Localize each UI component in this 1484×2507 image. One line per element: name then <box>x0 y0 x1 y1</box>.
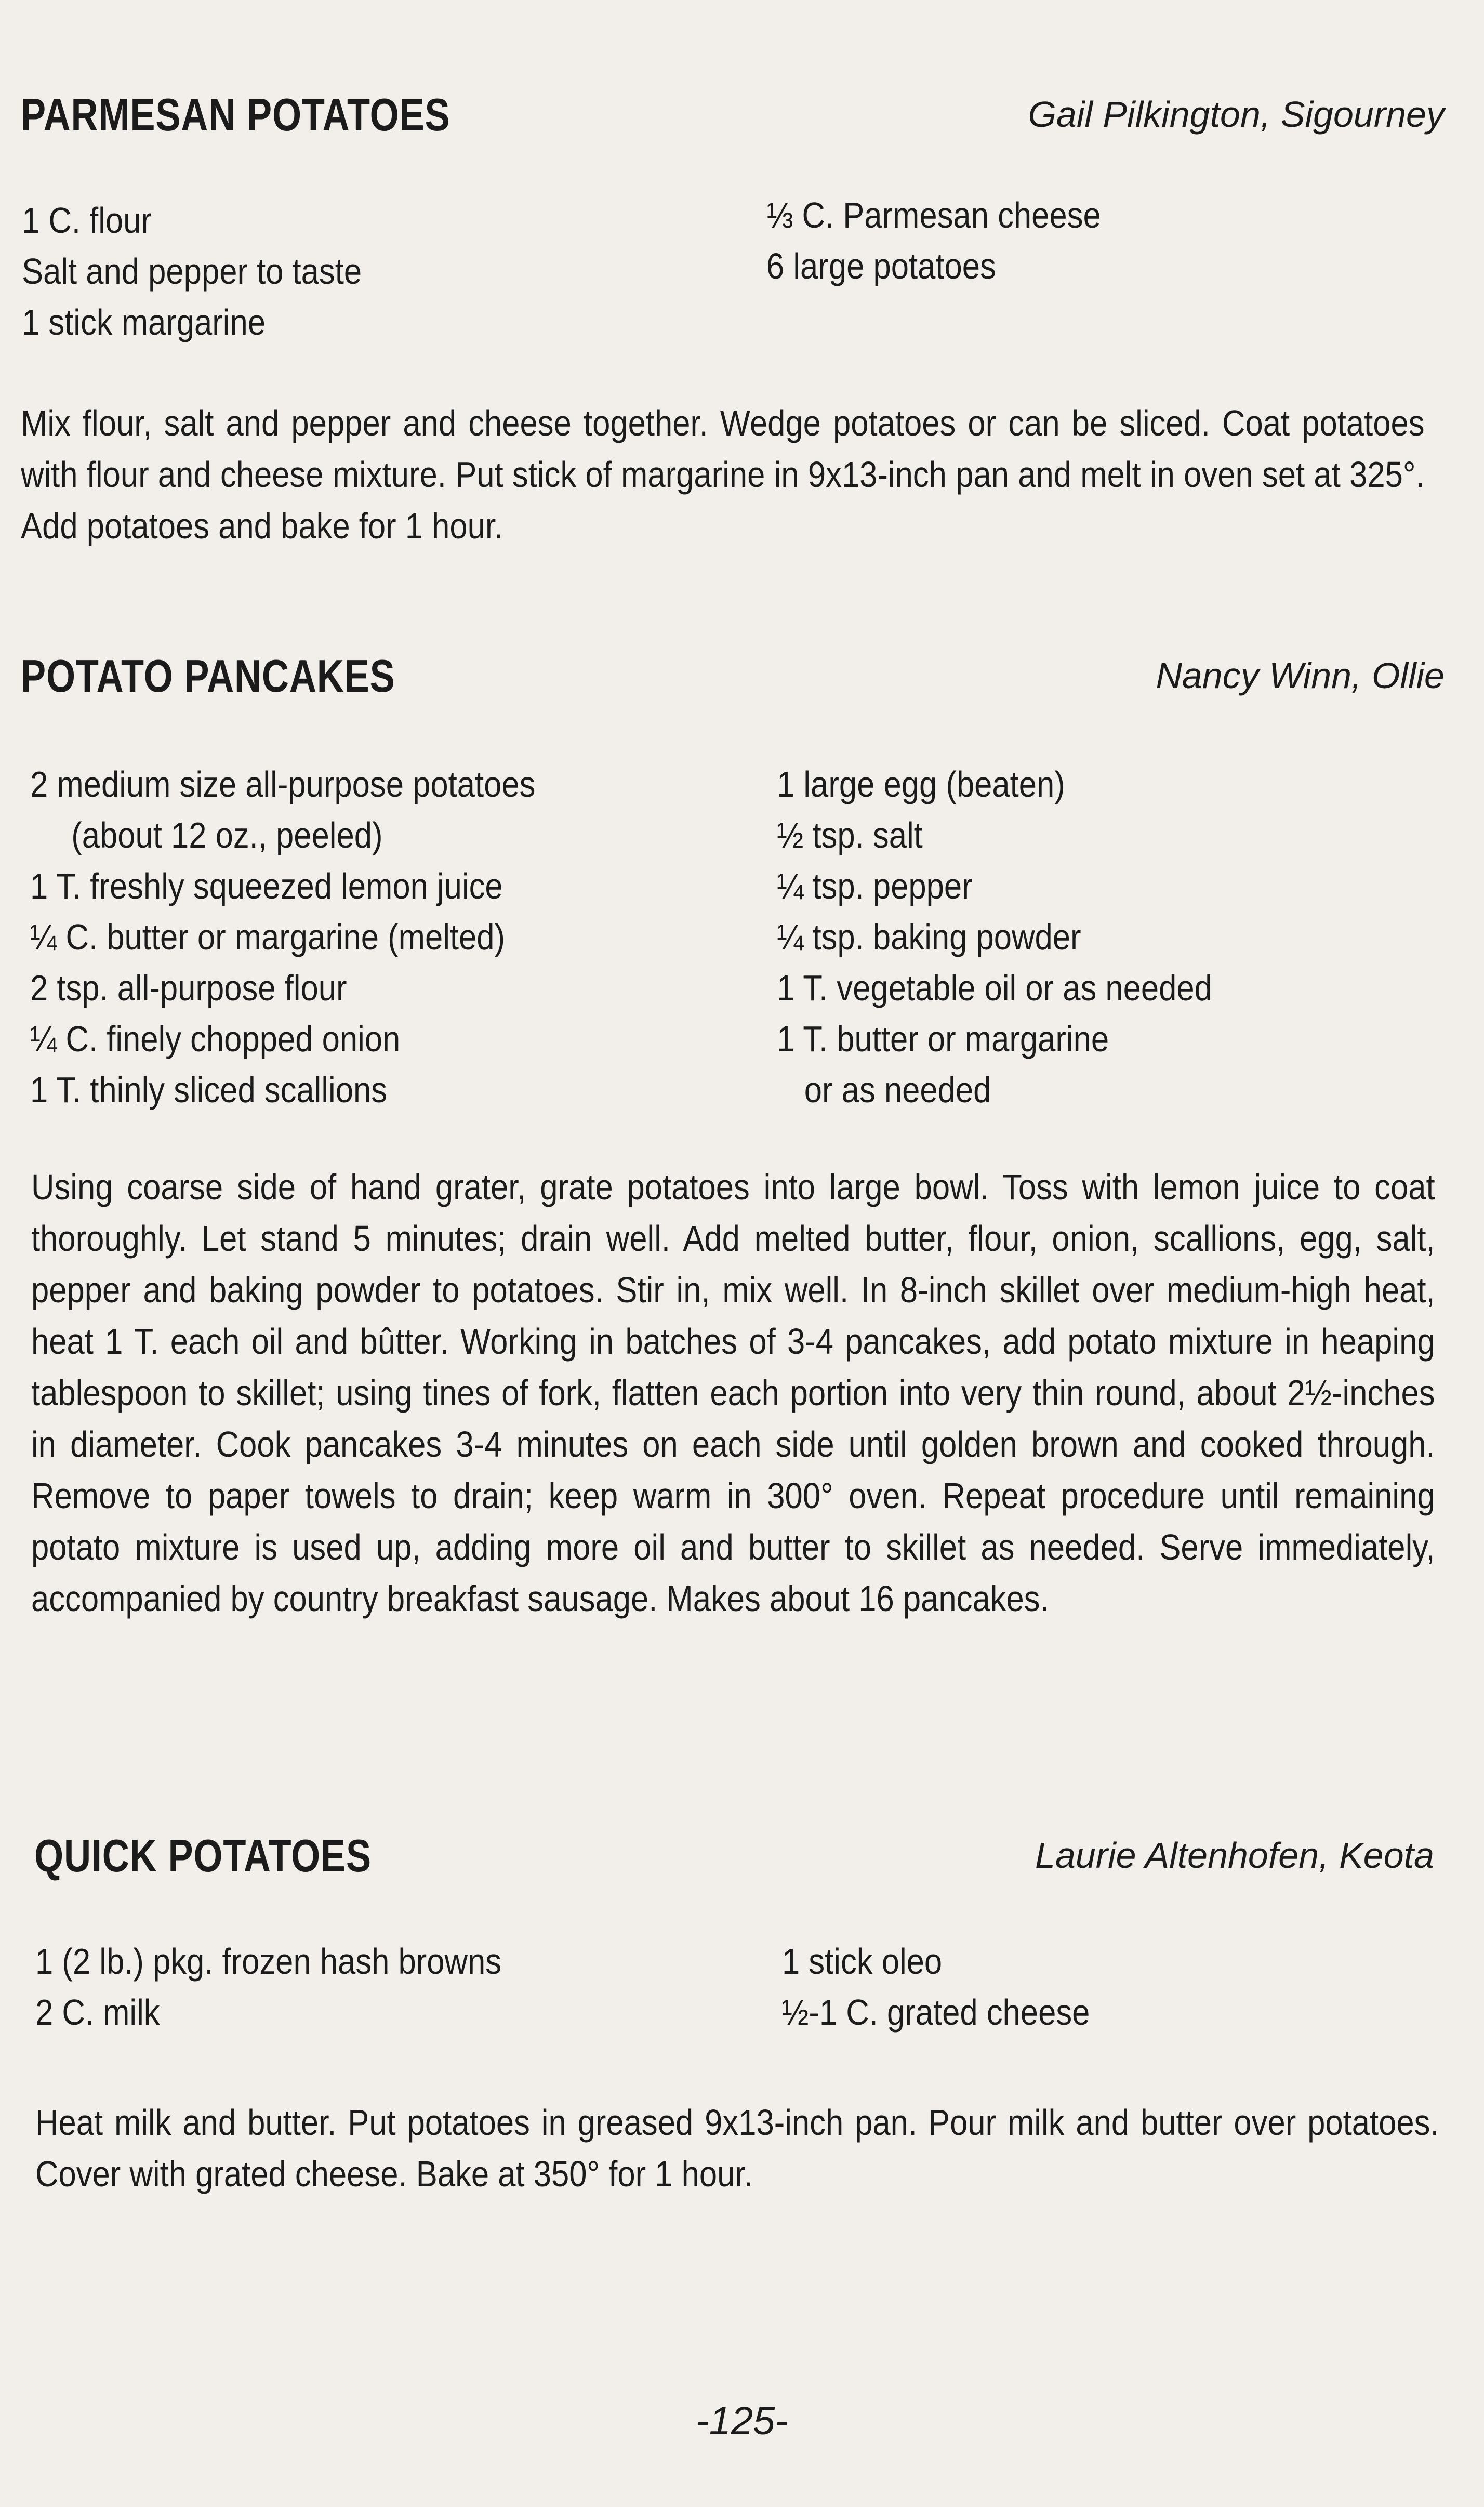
ingredient: 1 stick oleo <box>782 1941 943 1982</box>
recipe-quick-potatoes <box>21 1829 1439 2219</box>
recipe-author: Nancy Winn, Ollie <box>1156 655 1445 696</box>
recipe-directions: Heat milk and butter. Put potatoes in greased 9x13-inch pan. Pour milk and butter over potatoes. Cover with grated cheese. Bake at 350° for 1 hour. <box>35 2102 1439 2194</box>
ingredient: 2 medium size all-purpose potatoes <box>30 764 536 804</box>
ingredients-right <box>766 190 1101 292</box>
ingredient: ½ tsp. salt <box>777 815 923 855</box>
ingredient: 6 large potatoes <box>766 246 996 286</box>
ingredient: ¼ C. finely chopped onion <box>30 1019 401 1059</box>
ingredient: 1 large egg (beaten) <box>777 764 1065 804</box>
ingredient: Salt and pepper to taste <box>22 251 362 292</box>
ingredient: or as needed <box>804 1070 991 1110</box>
ingredients-left <box>30 759 535 1115</box>
recipe-title: PARMESAN POTATOES <box>21 89 451 140</box>
ingredient: ⅓ C. Parmesan cheese <box>766 195 1101 235</box>
ingredient: 1 T. thinly sliced scallions <box>30 1070 388 1110</box>
ingredient: 1 C. flour <box>22 200 152 241</box>
ingredient: 2 tsp. all-purpose flour <box>30 968 347 1008</box>
ingredients-left <box>22 195 362 348</box>
ingredients-left <box>35 1936 501 2038</box>
ingredient: ¼ tsp. baking powder <box>777 917 1081 957</box>
ingredient: 2 C. milk <box>35 1992 160 2033</box>
recipe-parmesan-potatoes <box>21 88 1445 556</box>
recipe-author: Gail Pilkington, Sigourney <box>1028 94 1445 135</box>
ingredient: (about 12 oz., peeled) <box>71 815 383 855</box>
recipe-author: Laurie Altenhofen, Keota <box>1035 1835 1434 1876</box>
recipe-directions: Mix flour, salt and pepper and cheese together. Wedge potatoes or can be sliced. Coat potatoes with flour and cheese mixture. Put stick of margarine in 9x13-inch pan and melt in oven set at 325°. Add potatoes and bake for 1 hour. <box>21 403 1425 546</box>
ingredient: ½-1 C. grated cheese <box>782 1992 1090 2033</box>
page-number: -125- <box>696 2399 788 2443</box>
ingredient: ¼ tsp. pepper <box>777 866 973 906</box>
ingredients-right <box>777 759 1212 1115</box>
ingredients-right <box>782 1936 1090 2038</box>
ingredient: ¼ C. butter or margarine (melted) <box>30 917 506 957</box>
ingredient: 1 T. butter or margarine <box>777 1019 1109 1059</box>
ingredient: 1 stick margarine <box>22 302 266 342</box>
ingredient: 1 T. freshly squeezed lemon juice <box>30 866 503 906</box>
recipe-potato-pancakes <box>21 650 1445 1741</box>
recipe-title: QUICK POTATOES <box>34 1830 372 1881</box>
recipe-title: POTATO PANCAKES <box>21 650 395 702</box>
recipe-directions: Using coarse side of hand grater, grate potatoes into large bowl. Toss with lemon juice to coat thoroughly. Let stand 5 minutes; drain well. Add melted butter, flour, onion, scallions, egg, salt, pepper and baking powder to potatoes. Stir in, mix well. In 8-inch skillet over medium-high heat, heat 1 T. each oil and bûtter. Working in batches of 3-4 pancakes, add potato mixture in heaping tablespoon to skillet; using tines of fork, flatten each portion into very thin round, about 2½-inches in diameter. Cook pancakes 3-4 minutes on each side until golden brown and cooked through. Remove to paper towels to drain; keep warm in 300° oven. Repeat procedure until remaining potato mixture is used up, adding more oil and butter to skillet as needed. Serve immediately, accompanied by country breakfast sausage. Makes about 16 pancakes. <box>31 1167 1435 1619</box>
ingredient: 1 (2 lb.) pkg. frozen hash browns <box>35 1941 502 1982</box>
ingredient: 1 T. vegetable oil or as needed <box>777 968 1212 1008</box>
